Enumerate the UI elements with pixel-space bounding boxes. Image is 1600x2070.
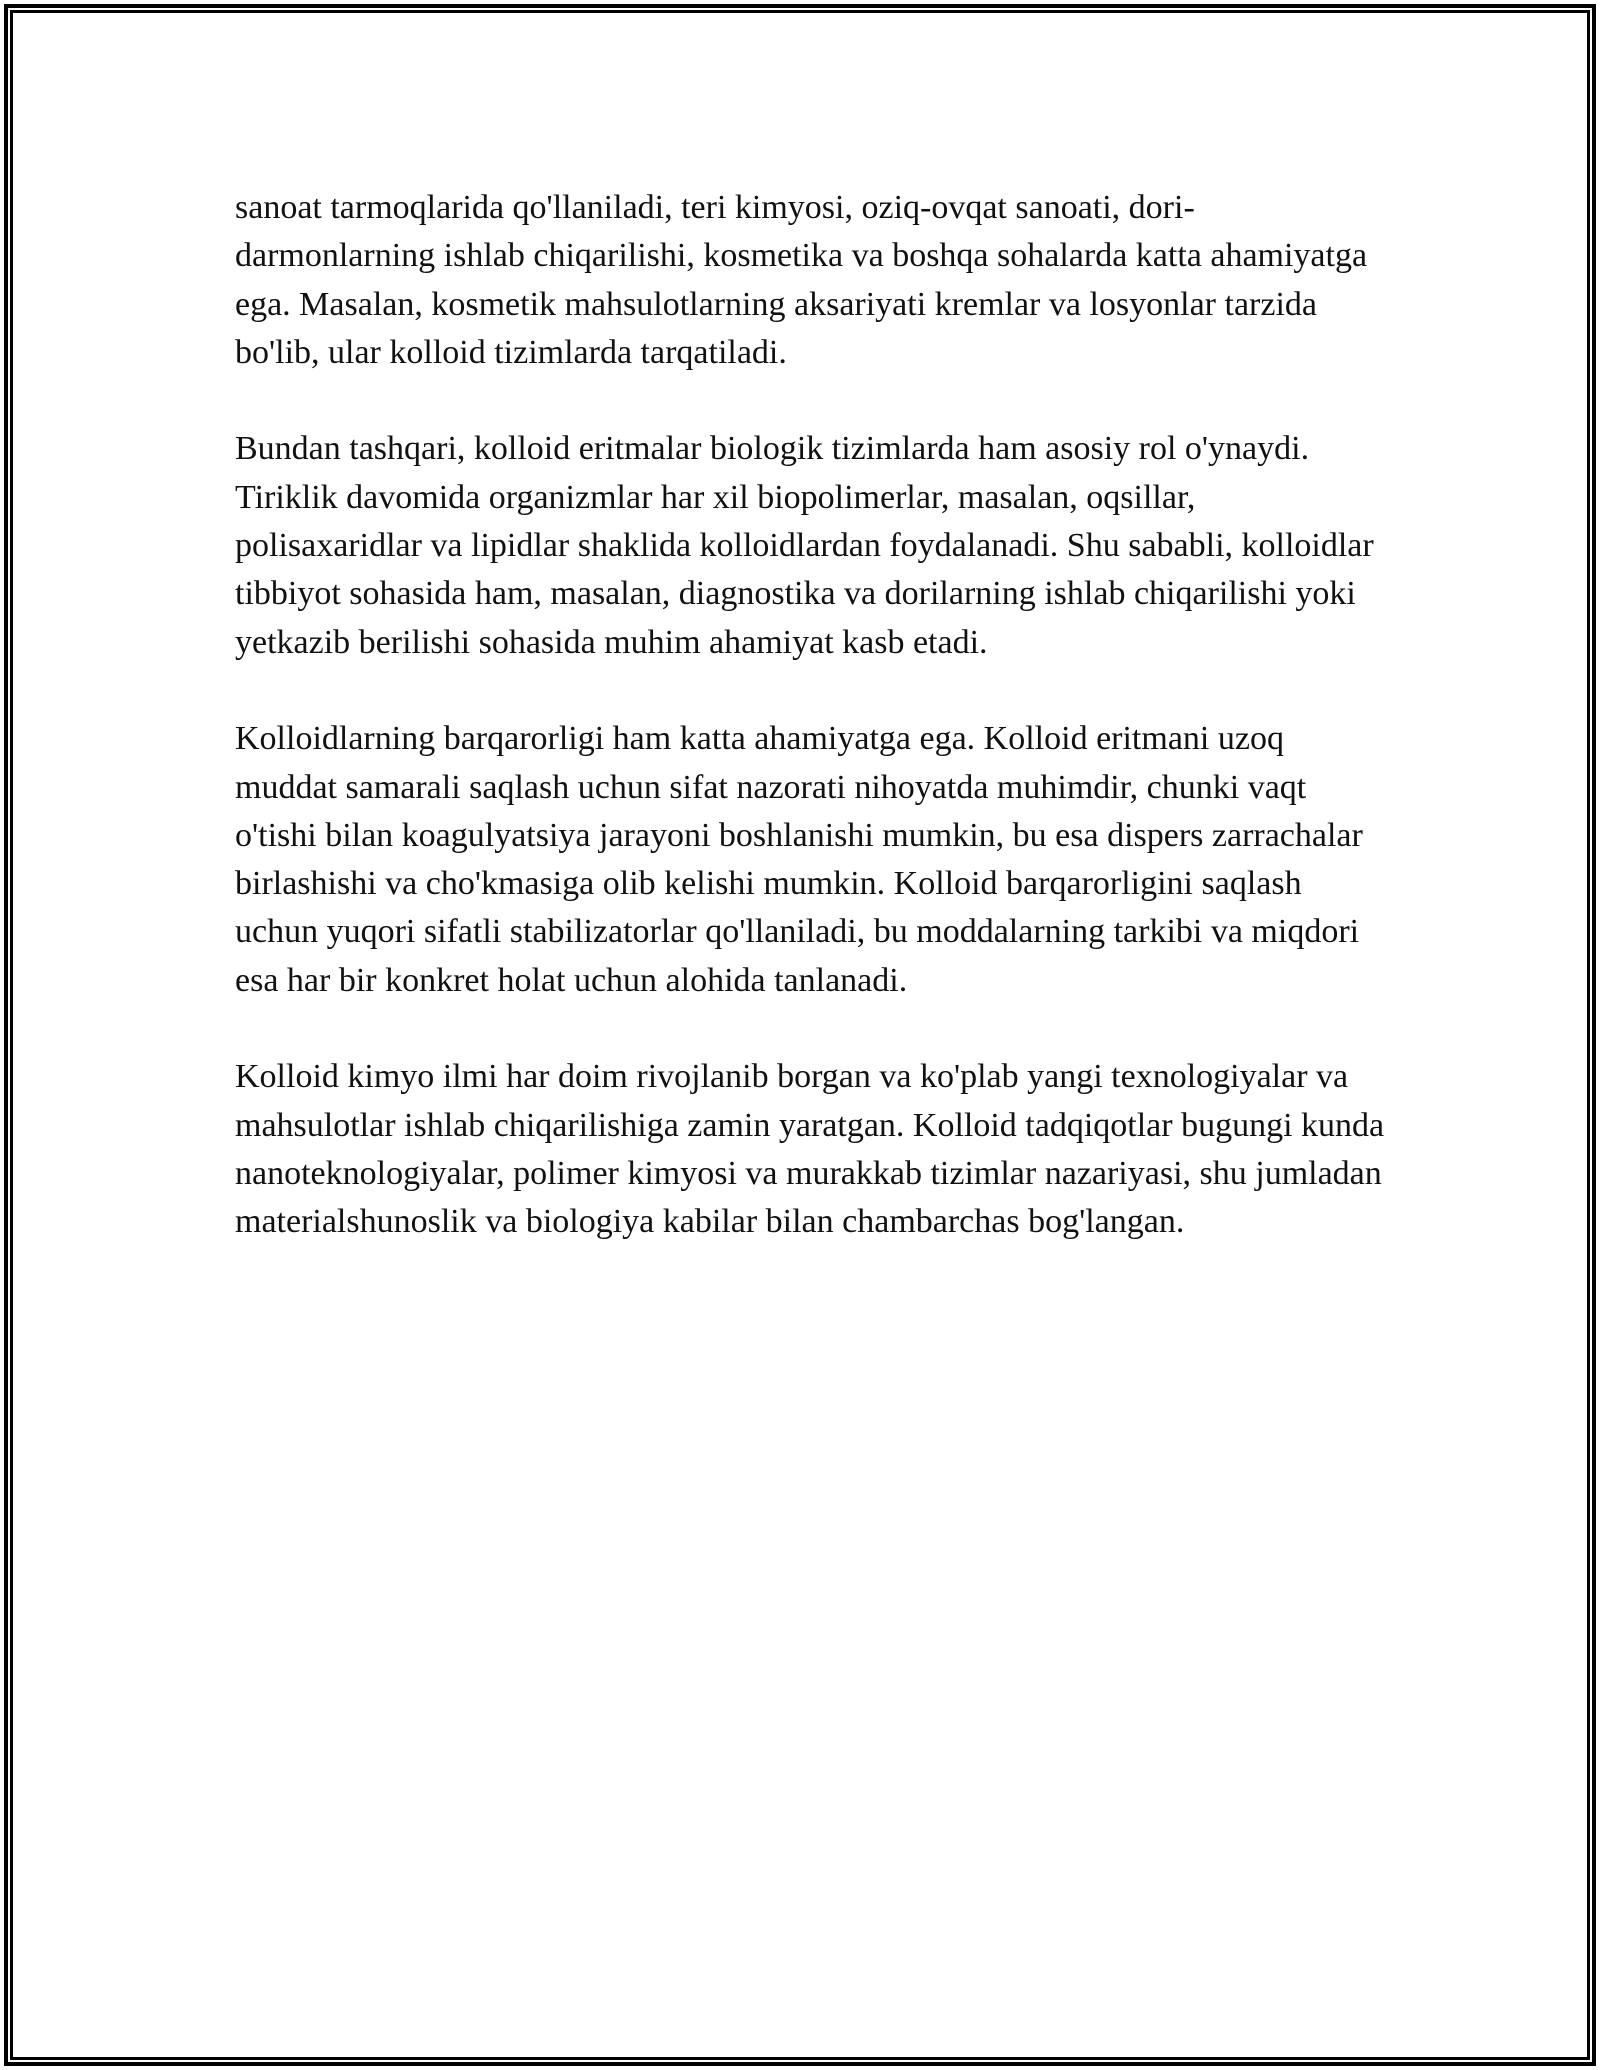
document-body [235, 184, 1385, 1295]
paragraph-2: Bundan tashqari, kolloid eritmalar biologik tizimlarda ham asosiy rol o'ynaydi. Tiriklik davomida organizmlar har xil biopolimerlar, masalan, oqsillar, polisaxaridlar va lipidlar shaklida kolloidlardan foydalanadi. Shu sababli, kolloidlar tibbiyot sohasida ham, masalan, diagnostika va dorilarning ishlab chiqarilishi yoki yetkazib berilishi sohasida muhim ahamiyat kasb etadi. [235, 430, 1374, 661]
paragraph-4: Kolloid kimyo ilmi har doim rivojlanib borgan va ko'plab yangi texnologiyalar va mahsulotlar ishlab chiqarilishiga zamin yaratgan. Kolloid tadqiqotlar bugungi kunda nanoteknologiyalar, polimer kimyosi va murakkab tizimlar nazariyasi, shu jumladan materialshunoslik va biologiya kabilar bilan chambarchas bog'langan. [235, 1058, 1385, 1241]
paragraph-1: sanoat tarmoqlarida qo'llaniladi, teri kimyosi, oziq-ovqat sanoati, dori-darmonlarning ishlab chiqarilishi, kosmetika va boshqa sohalarda katta ahamiyatga ega. Masalan, kosmetik mahsulotlarning aksariyati kremlar va losyonlar tarzida bo'lib, ular kolloid tizimlarda tarqatiladi. [235, 189, 1368, 371]
paragraph-3: Kolloidlarning barqarorligi ham katta ahamiyatga ega. Kolloid eritmani uzoq muddat samarali saqlash uchun sifat nazorati nihoyatda muhimdir, chunki vaqt o'tishi bilan koagulyatsiya jarayoni boshlanishi mumkin, bu esa dispers zarrachalar birlashishi va cho'kmasiga olib kelishi mumkin. Kolloid barqarorligini saqlash uchun yuqori sifatli stabilizatorlar qo'llaniladi, bu moddalarning tarkibi va miqdori esa har bir konkret holat uchun alohida tanlanadi. [235, 720, 1363, 999]
